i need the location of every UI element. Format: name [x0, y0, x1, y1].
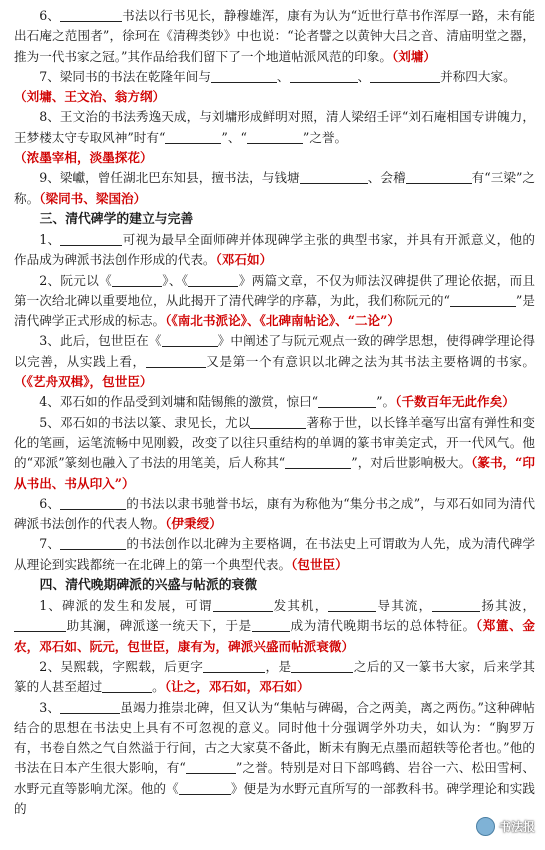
answer-text: （邓石如）: [215, 252, 273, 268]
answer-blank: [165, 130, 221, 144]
answer-blank: [300, 170, 368, 184]
brand-logo-icon: [476, 817, 495, 836]
question-5-seal-script: 5、邓石如的书法以篆、隶见长，尤以 著称于世，以长锋羊毫写出富有弹性和变化的笔画，运笔流畅中见刚毅，改变了以往只重结构的单调的篆书审美定式，开一代风气。他的“邓派”篆刻也融入了书法的用笔美，后人称其“ ”，对后世影响极大。（篆书，“印从书出、书从印入”）: [14, 414, 535, 491]
watermark-text: 书法报: [498, 820, 535, 834]
answer-blank: [60, 8, 122, 22]
answer-text: （刘墉）: [391, 48, 437, 64]
question-3-bao-shichen: 3、此后，包世臣在《 》中阐述了与阮元观点一致的碑学思想，使得碑学理论得以完善，从实践上看， 又是第一个有意识以北碑之法为其书法主要格调的书家。（《艺舟双楫》，包世臣）: [14, 333, 536, 390]
answer-text: （《艺舟双楫》，包世臣）: [14, 374, 153, 390]
answer-blank: [146, 354, 206, 368]
answer-blank: [318, 394, 376, 408]
answer-text: （浓墨宰相，淡墨探花）: [14, 150, 153, 166]
question-6-yi-bingshou: 6、 的书法以隶书驰誉书坛，康有为称他为“集分书之成”，与邓石如同为清代碑派书法创作的代表人物。（伊秉绶）: [14, 495, 535, 532]
answer-blank: [290, 69, 358, 83]
answer-blank: [162, 333, 218, 347]
answer-blank: [112, 273, 162, 287]
answer-blank: [252, 618, 290, 632]
answer-blank: [102, 679, 152, 693]
question-6-liu-yong: 6、 书法以行书见长，静穆雄浑，康有为认为“近世行草书作浑厚一路，未有能出石庵之范围者”，徐珂在《清稗类钞》中也说：“论者譬之以黄钟大吕之音、清庙明堂之器，推为一代书家之冠。”其作品给我们留下了一个地道帖派风范的印象。（刘墉）: [14, 8, 535, 64]
answer-blank: [211, 69, 277, 83]
answer-blank: [291, 659, 353, 673]
answer-blank: [14, 618, 66, 632]
answer-text: （包世臣）: [291, 556, 348, 572]
answer-blank: [406, 170, 472, 184]
answer-blank: [203, 659, 265, 673]
answer-blank: [179, 781, 231, 795]
question-3-stele-tie-combination: 3、 虽竭力推崇北碑，但又认为“集帖与碑碣，合之两美，离之两伤。”这种碑帖结合的思想在书法史上具有不可忽视的意义。同时他十分强调学外功夫，如认为：“胸罗万有，书卷自然之气自然溢于行间，古之大家莫不备此，断未有胸无点墨而超轶等伦者也。”他的书法在日本产生很大影响，有“ ”之誉。特别是对日下部鸣鹤、岩谷一六、松田雪柯、水野元直等影响尤深。他的《 》便是为水野元直所写的一部教科书。碑学理论和实践的: [14, 699, 536, 816]
answer-text: （郑簠、金农，邓石如、阮元，包世臣，康有为，碑派兴盛而帖派衰微）: [14, 618, 536, 654]
answer-text: （刘墉、王文治、翁方纲）: [14, 89, 166, 105]
answer-blank: [60, 700, 120, 714]
question-7-four-masters: 7、梁同书的书法在乾隆年间与 、 、 并称四大家。 （刘墉、王文治、翁方纲）: [14, 68, 516, 105]
section-heading-3: 三、清代碑学的建立与完善: [39, 211, 194, 227]
answer-text: （篆书，“印从书出、书从印入”）: [14, 455, 535, 491]
answer-blank: [450, 293, 516, 307]
answer-blank: [250, 415, 306, 429]
answer-blank: [247, 130, 303, 144]
answer-text: （梁同书、梁国治）: [39, 190, 147, 206]
answer-blank: [285, 455, 351, 469]
answer-blank: [328, 598, 376, 612]
answer-text: （千数百年无此作矣）: [395, 394, 515, 410]
question-1-stele-school: 1、碑派的发生和发展，可谓 发其机， 导其流， 扬其波，助其澜，碑派遂一统天下，于是 成为清代晚期书坛的总体特征。（郑簠、金农，邓石如、阮元，包世臣，康有为，碑派兴盛而帖派衰微）: [14, 598, 536, 654]
answer-blank: [370, 69, 440, 83]
answer-blank: [60, 496, 126, 510]
answer-blank: [60, 232, 122, 246]
answer-blank: [60, 536, 126, 550]
answer-blank: [213, 598, 273, 612]
answer-blank: [432, 598, 480, 612]
question-9-liang-yan: 9、梁巘，曾任湖北巴东知县，擅书法，与钱塘 、会稽 有“三梁”之称。（梁同书、梁国治）: [14, 170, 535, 206]
question-2-wu-xizai: 2、吴熙载，字熙载，后更字 ，是 之后的又一篆书大家，后来学其篆的人甚至超过 。（让之，邓石如，邓石如）: [14, 658, 536, 695]
answer-text: （《南北书派论》、《北碑南帖论》、“二论”）: [165, 313, 400, 329]
section-heading-4: 四、清代晚期碑派的兴盛与帖派的衰微: [39, 578, 258, 594]
question-1-deng-shiru: 1、 可视为最早全面师碑并体现碑学主张的典型书家，并具有开派意义，他的作品成为碑派书法创作形成的代表。（邓石如）: [14, 231, 536, 268]
answer-text: （让之，邓石如，邓石如）: [164, 679, 310, 695]
answer-text: （伊秉绶）: [165, 516, 222, 532]
answer-blank: [188, 273, 238, 287]
watermark: [476, 817, 535, 836]
question-7-bao-shichen: 7、 的书法创作以北碑为主要格调，在书法史上可谓敢为人先，成为清代碑学从理论到实践都统一在北碑上的第一个典型代表。（包世臣）: [14, 536, 536, 572]
question-2-ruan-yuan: 2、阮元以《 》、《 》两篇文章，不仅为师法汉碑提供了理论依据，而且第一次给北碑以重要地位，从此揭开了清代碑学的序幕，为此，我们称阮元的“ ”是清代碑学正式形成的标志。（《南北书派论》、《北碑南帖论》、“二论”）: [14, 272, 536, 329]
question-8-wang-wenzhi: 8、王文治的书法秀逸天成，与刘墉形成鲜明对照，清人梁绍壬评“刘石庵相国专讲魄力，王梦楼太守专取风神”时有“ ”、“ ”之誉。 （浓墨宰相，淡墨探花）: [14, 109, 535, 166]
question-4-praise: 4、邓石如的作品受到刘墉和陆锡熊的激赏，惊曰“ ”。（千数百年无此作矣）: [39, 394, 515, 410]
answer-blank: [186, 760, 236, 774]
